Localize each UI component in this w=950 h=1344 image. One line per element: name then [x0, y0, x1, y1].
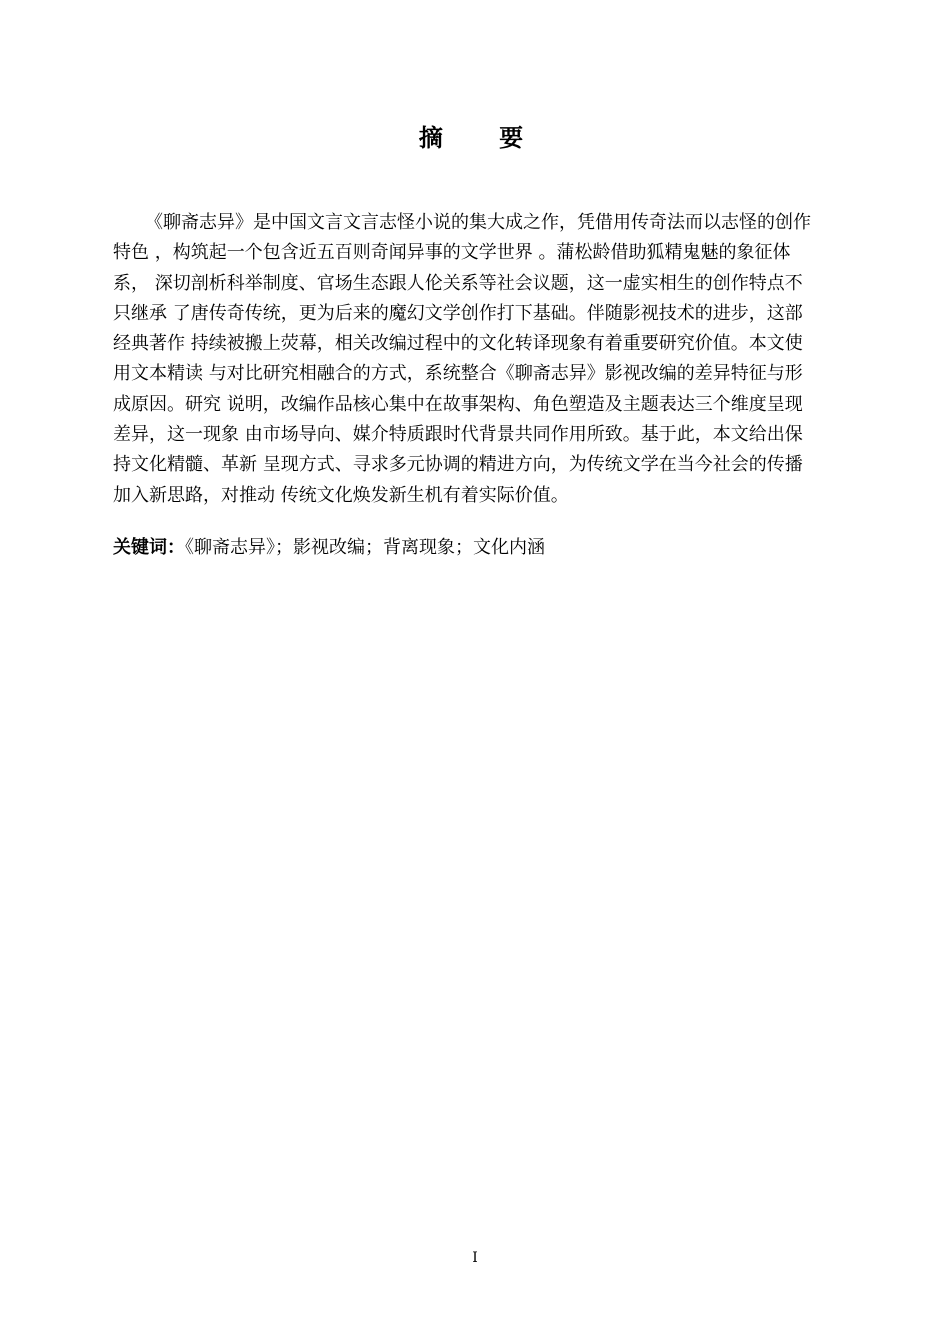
keywords-label: 关键词：	[113, 537, 185, 558]
abstract-line: 《聊斋志异》是中国文言文言志怪小说的集大成之作，凭借用传奇法而以志怪的创作	[145, 212, 811, 233]
abstract-line: 加入新思路，对推动 传统文化焕发新生机有着实际价值。	[113, 484, 569, 506]
abstract-title: 摘 要	[418, 124, 548, 152]
abstract-line: 持文化精髓、革新 呈现方式、寻求多元协调的精进方向，为传统文学在当今社会的传播	[113, 454, 803, 476]
abstract-line: 只继承 了唐传奇传统，更为后来的魔幻文学创作打下基础。伴随影视技术的进步，这部	[113, 302, 803, 324]
abstract-line: 经典著作 持续被搬上荧幕，相关改编过程中的文化转译现象有着重要研究价值。本文使	[113, 333, 803, 355]
keywords-row	[113, 533, 858, 563]
abstract-line: 系， 深切剖析科举制度、官场生态跟人伦关系等社会议题，这一虚实相生的创作特点不	[113, 272, 803, 294]
keywords-text: 《聊斋志异》；影视改编；背离现象；文化内涵	[185, 537, 545, 558]
page-number: I	[472, 1250, 478, 1266]
abstract-line: 差异，这一现象 由市场导向、媒介特质跟时代背景共同作用所致。基于此，本文给出保	[113, 424, 803, 446]
abstract-body	[113, 208, 858, 511]
abstract-line: 成原因。研究 说明，改编作品核心集中在故事架构、角色塑造及主题表达三个维度呈现	[113, 393, 803, 415]
abstract-line: 用文本精读 与对比研究相融合的方式，系统整合《聊斋志异》影视改编的差异特征与形	[113, 363, 803, 385]
abstract-line: 特色 ，构筑起一个包含近五百则奇闻异事的文学世界 。蒲松龄借助狐精鬼魅的象征体	[113, 242, 791, 264]
